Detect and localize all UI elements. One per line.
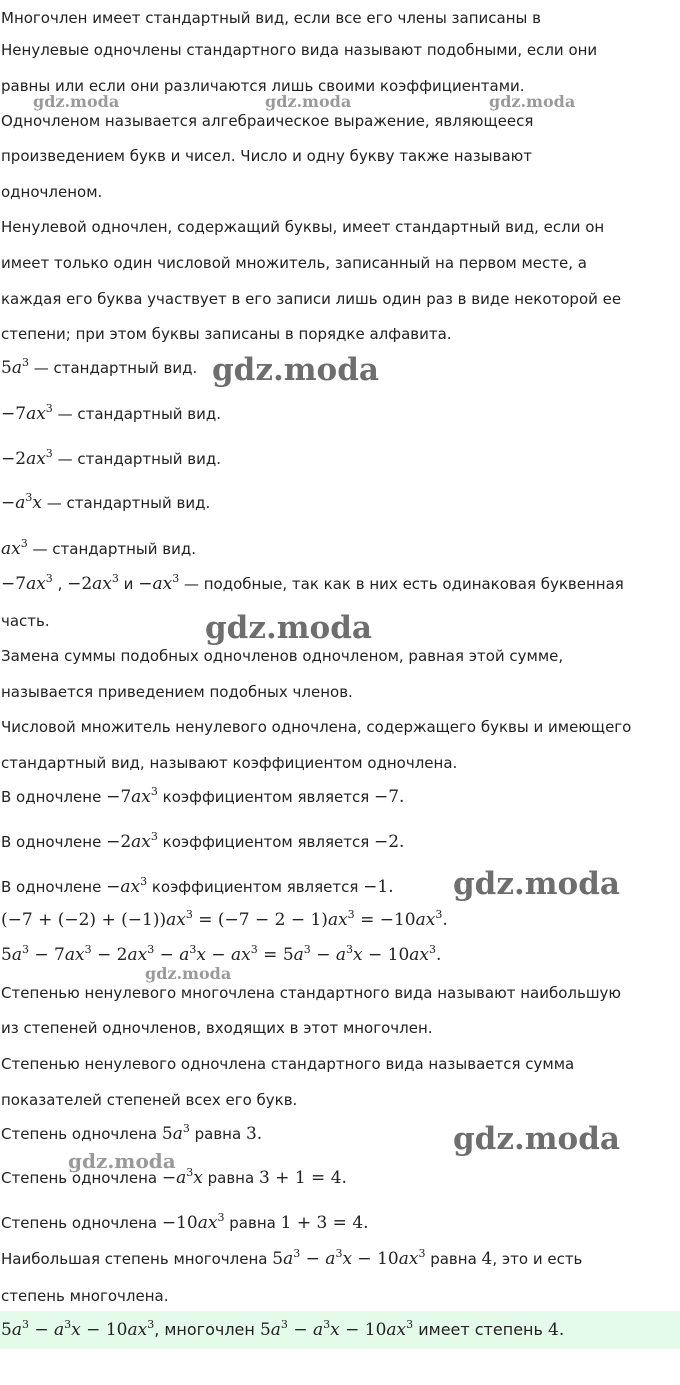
- text-line: Степенью ненулевого одночлена стандартного вида называется сумма: [1, 1055, 575, 1073]
- watermark: gdz.moda: [212, 352, 379, 388]
- text-line: Одночленом называется алгебраическое выражение, являющееся: [1, 112, 534, 130]
- text-line: Замена суммы подобных одночленов одночленом, равная этой сумме,: [1, 647, 564, 665]
- text-line: каждая его буква участвует в его записи лишь один раз в виде некоторой ее: [1, 290, 622, 308]
- formula-line: $-7ax^3$ , $-2ax^3$ $и -ax^3$ — подобные, так как в них есть одинаковая буквенная: [1, 572, 624, 594]
- text-line: показателей степеней всех его букв.: [1, 1091, 298, 1109]
- text-line: Числовой множитель ненулевого одночлена, содержащего буквы и имеющего: [1, 718, 632, 736]
- answer-line: $5a^3 - a^3x - 10ax^3$, многочлен $5a^3 - a^3x - 10ax^3$ имеет степень 4.: [1, 1318, 565, 1340]
- formula-line: Степень одночлена $-10ax^3$ равна 1 + 3 = 4.: [1, 1211, 369, 1233]
- formula-line: $-a^3x$ — стандартный вид.: [1, 491, 211, 513]
- text-line: из степеней одночленов, входящих в этот многочлен.: [1, 1019, 433, 1037]
- text-line: имеет только один числовой множитель, записанный на первом месте, а: [1, 254, 587, 272]
- text-line: степень многочлена.: [1, 1287, 169, 1305]
- formula-line: $(-7 + (-2) + (-1))ax^3 = (-7 - 2 - 1)ax^3 = -10ax^3$.: [1, 908, 448, 930]
- text-line: Степенью ненулевого многочлена стандартного вида называют наибольшую: [1, 984, 622, 1002]
- watermark: gdz.moda: [453, 866, 620, 902]
- formula-line: $5a^3 - 7ax^3 - 2ax^3 - a^3x - ax^3 = 5a^3 - a^3x - 10ax^3$.: [1, 943, 442, 965]
- text-line: Многочлен имеет стандартный вид, если все его члены записаны в: [1, 9, 541, 27]
- text-line: часть.: [1, 612, 50, 630]
- formula-line: $ax^3$ — стандартный вид.: [1, 537, 196, 559]
- text-line: степени; при этом буквы записаны в порядке алфавита.: [1, 325, 452, 343]
- formula-line: В одночлене $-7ax^3$ коэффициентом является −7.: [1, 785, 405, 807]
- text-line: произведением букв и чисел. Число и одну букву также называют: [1, 147, 533, 165]
- text-line: одночленом.: [1, 183, 103, 201]
- watermark: gdz.moda: [33, 92, 120, 111]
- watermark: gdz.moda: [68, 1149, 176, 1173]
- watermark: gdz.moda: [205, 610, 372, 646]
- watermark: gdz.moda: [265, 92, 352, 111]
- text-line: равны или если они различаются лишь своими коэффициентами.: [1, 77, 525, 95]
- watermark: gdz.moda: [145, 964, 232, 983]
- formula-line: В одночлене $-2ax^3$ коэффициентом является −2.: [1, 830, 405, 852]
- formula-line: $5a^3$ — стандартный вид.: [1, 356, 198, 378]
- formula-line: Степень одночлена $-a^3x$ равна 3 + 1 = 4.: [1, 1166, 347, 1188]
- formula-line: $-7ax^3$ — стандартный вид.: [1, 402, 222, 424]
- formula-line: Наибольшая степень многочлена $5a^3 - a^3x - 10ax^3$ равна 4, это и есть: [1, 1247, 583, 1269]
- watermark: gdz.moda: [489, 92, 576, 111]
- text-line: стандартный вид, называют коэффициентом одночлена.: [1, 754, 458, 772]
- text-line: Ненулевой одночлен, содержащий буквы, имеет стандартный вид, если он: [1, 218, 605, 236]
- text-line: называется приведением подобных членов.: [1, 683, 353, 701]
- formula-line: Степень одночлена $5a^3$ равна 3.: [1, 1122, 263, 1144]
- watermark: gdz.moda: [453, 1121, 620, 1157]
- formula-line: В одночлене $-ax^3$ коэффициентом является −1.: [1, 875, 394, 897]
- text-line: Ненулевые одночлены стандартного вида называют подобными, если они: [1, 41, 598, 59]
- formula-line: $-2ax^3$ — стандартный вид.: [1, 447, 222, 469]
